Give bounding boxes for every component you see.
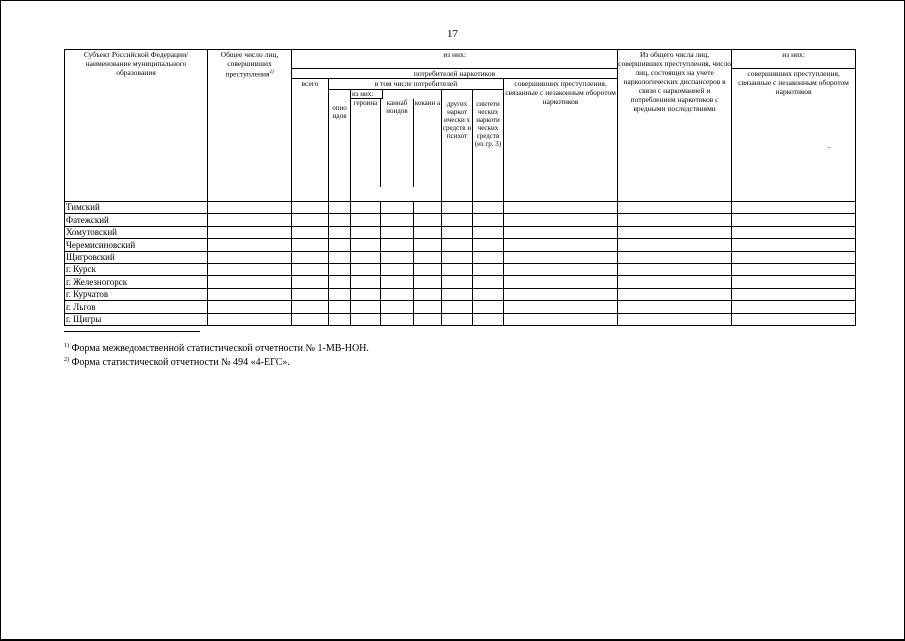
header-total: всего [292,79,329,202]
table-cell [618,263,732,275]
header-cannabinoids: каннаб иоидов [381,99,414,187]
table-cell [208,226,292,238]
table-cell [618,276,732,288]
table-row [65,276,856,288]
table-cell [381,214,414,226]
header-registered-total: Из общего числа лиц, совершивших преступления, число лиц, состоящих на учете наркологических диспансеров в связи с наркоманией и потреблением наркотиков с вредными последствиями [618,50,732,202]
table-cell [292,202,329,214]
table-cell [473,263,504,275]
table-cell [292,313,329,325]
table-cell [414,251,442,263]
header-other-drugs: других наркот ически х средств и психот [442,90,473,202]
header-right-drug-crimes [732,69,856,202]
table-cell [351,313,381,325]
table-cell [351,214,381,226]
table-cell [381,202,414,214]
table-cell [442,301,473,313]
table-cell [381,226,414,238]
table-cell [414,226,442,238]
table-cell [292,263,329,275]
table-cell [208,276,292,288]
table-cell [732,288,856,300]
table-cell [351,301,381,313]
table-row [65,239,856,251]
table-cell [504,263,618,275]
table-cell [292,251,329,263]
footnote-1-text: Форма межведомственной статистической отчетности № 1-МВ-НОН. [71,343,369,354]
table-cell [208,239,292,251]
footnote-2 [64,354,290,369]
table-cell [351,239,381,251]
table-cell [732,313,856,325]
table-row [65,313,856,325]
header-opioids: опио идов [329,90,351,202]
header-cocaine: кокаин а [414,99,441,107]
table-cell [618,251,732,263]
table-cell [442,239,473,251]
table-cell [329,288,351,300]
table-cell [732,276,856,288]
table-cell [618,301,732,313]
footnote-rule [64,331,200,332]
table-row [65,301,856,313]
table-cell [208,263,292,275]
table-cell [504,288,618,300]
header-dash: - [828,143,831,151]
header-of-them: из них: [292,50,618,69]
table-cell [381,301,414,313]
table-cell [473,239,504,251]
table-cell [618,239,732,251]
header-drug-crimes: совершивших преступления, связанные с незаконным оборотом наркотиков [504,79,618,202]
page-number: 17 [447,28,458,40]
table-cell [292,239,329,251]
table-cell [504,202,618,214]
table-cell [292,214,329,226]
table-cell [351,276,381,288]
table-cell [414,263,442,275]
table-cell [732,239,856,251]
table-cell [442,263,473,275]
table-cell [732,214,856,226]
header-of-them-small-group [351,90,442,202]
table-cell [473,202,504,214]
table-cell [618,202,732,214]
table-cell [414,202,442,214]
footnote-1 [64,340,369,355]
table-row [65,202,856,214]
table-cell [732,202,856,214]
footnote-1-mark: 1) [64,343,69,349]
table-cell [351,202,381,214]
row-name: г. Железногорск [65,276,208,288]
table-cell [329,301,351,313]
table-cell [504,214,618,226]
table-cell [442,202,473,214]
table-cell [208,313,292,325]
row-name: Щигровский [65,251,208,263]
row-name: г. Щигры [65,313,208,325]
table-cell [329,276,351,288]
table-cell [351,251,381,263]
table-cell [473,288,504,300]
table-cell [442,226,473,238]
table-cell [732,263,856,275]
table-cell [473,313,504,325]
header-right-drug-crimes-text: совершивших преступления, связанные с незаконным оборотом наркотиков [738,69,849,96]
header-including-users: в том числе потребителей [329,79,504,90]
table-cell [504,251,618,263]
header-of-them-small: из них: [351,90,383,99]
table-cell [329,239,351,251]
table-cell [381,239,414,251]
header-synthetic-drugs: синтети ческих наркоти ческих средств (из гр. 3) [473,90,504,202]
table-cell [414,276,442,288]
table-cell [618,313,732,325]
table-cell [292,288,329,300]
table-cell [504,301,618,313]
table-cell [381,313,414,325]
table-cell [414,288,442,300]
table-cell [442,251,473,263]
table-cell [504,239,618,251]
row-name: Фатежский [65,214,208,226]
table-cell [732,251,856,263]
table-cell [473,276,504,288]
table-cell [473,301,504,313]
footnote-ref-2: 2) [269,70,274,75]
table-cell [329,251,351,263]
table-cell [414,214,442,226]
table-cell [442,288,473,300]
table-cell [381,288,414,300]
table-cell [414,313,442,325]
footnote-2-text: Форма статистической отчетности № 494 «4-ЕГС». [71,357,290,368]
footnote-2-mark: 2) [64,357,69,363]
table-cell [442,276,473,288]
table-cell [504,313,618,325]
header-substance-row [351,99,441,187]
table-cell [329,226,351,238]
table-cell [414,239,442,251]
row-name: Тимский [65,202,208,214]
header-total-persons [208,50,292,202]
table-row [65,288,856,300]
table-cell [381,251,414,263]
row-name: г. Курск [65,263,208,275]
table-cell [732,226,856,238]
table-cell [414,301,442,313]
table-cell [351,288,381,300]
table-cell [442,214,473,226]
crime-statistics-table [64,49,856,326]
table-row [65,263,856,275]
table-cell [351,226,381,238]
table-cell [329,263,351,275]
table-cell [329,202,351,214]
table-row [65,251,856,263]
table-cell [732,301,856,313]
table-cell [329,313,351,325]
table-cell [329,214,351,226]
table-cell [292,301,329,313]
table-cell [351,263,381,275]
table-cell [504,226,618,238]
row-name: г. Курчатов [65,288,208,300]
table-row [65,226,856,238]
row-name: г. Льгов [65,301,208,313]
table-cell [208,214,292,226]
table-cell [473,214,504,226]
table-cell [473,226,504,238]
table-cell [208,251,292,263]
table-cell [292,226,329,238]
table-cell [442,313,473,325]
row-name: Хомутовский [65,226,208,238]
table-cell [504,276,618,288]
table-cell [381,263,414,275]
row-name: Черемисиновский [65,239,208,251]
table-cell [208,288,292,300]
header-drug-users: потребителей наркотиков [292,69,618,79]
table-row [65,214,856,226]
header-total-persons-text: Общее число лиц, совершивших преступления [220,50,279,79]
table-cell [618,226,732,238]
table-cell [208,202,292,214]
table-cell [292,276,329,288]
header-of-them-right: из них: [732,50,856,69]
header-heroin: героина [351,99,381,187]
header-subject: Субъект Российской Федерации/ наименование муниципального образования [65,50,208,202]
table-cell [381,276,414,288]
table-cell [208,301,292,313]
table-cell [473,251,504,263]
table-cell [618,288,732,300]
table-cell [618,214,732,226]
